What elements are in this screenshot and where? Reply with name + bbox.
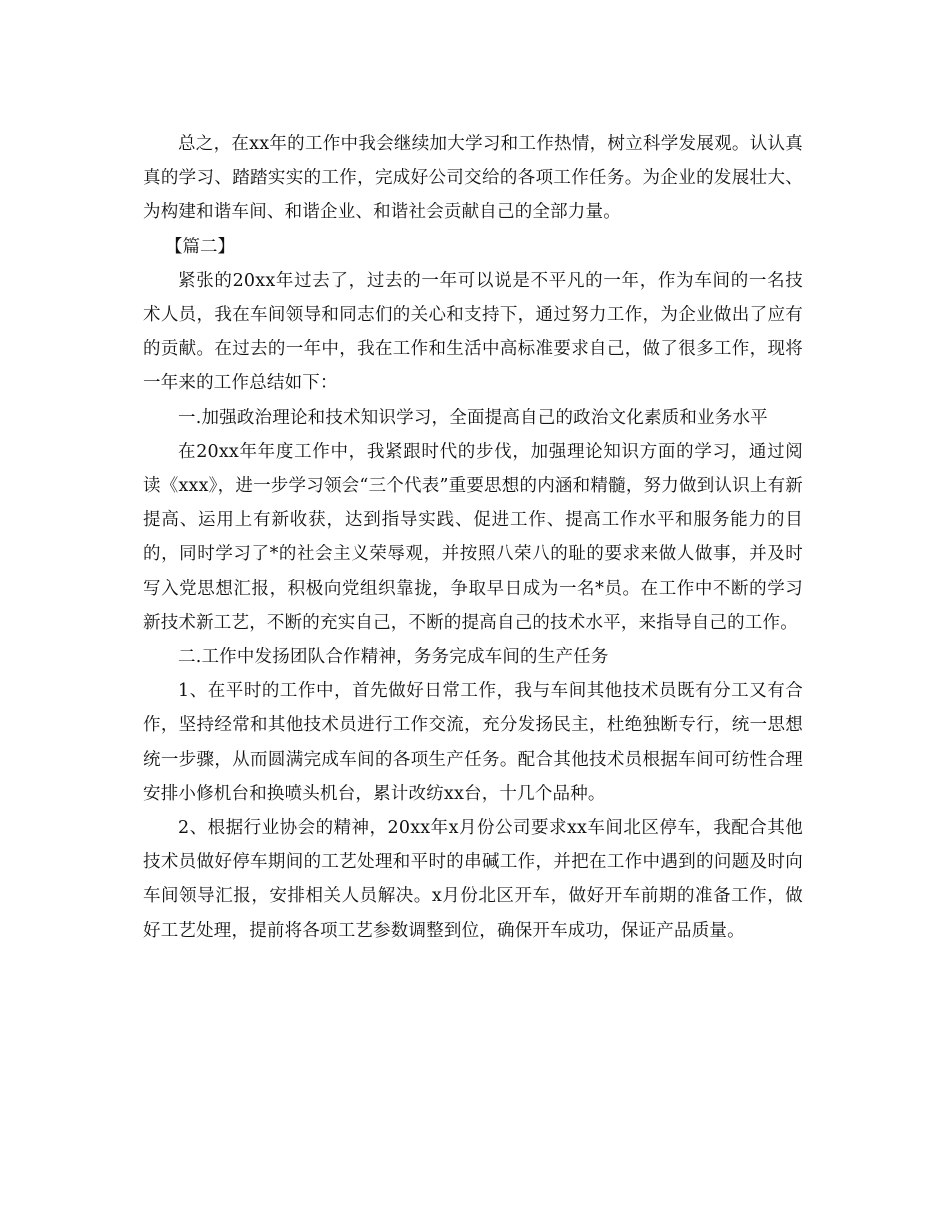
paragraph-shutdown: 2、根据行业协会的精神，20xx年x月份公司要求xx车间北区停车，我配合其他技术员做好停车期间的工艺处理和平时的串碱工作，并把在工作中遇到的问题及时向车间领导汇报，安排相关人员解决。x月份北区开车，做好开车前期的准备工作，做好工艺处理，提前将各项工艺参数调整到位，确保开车成功，保证产品质量。 [143, 818, 803, 941]
paragraph-intro: 紧张的20xx年过去了，过去的一年可以说是不平凡的一年，作为车间的一名技术人员，我在车间领导和同志们的关心和支持下，通过努力工作，为企业做出了应有的贡献。在过去的一年中，我在工作和生活中高标准要求自己，做了很多工作，现将一年来的工作总结如下： [143, 270, 803, 394]
paragraph-study: 在20xx年年度工作中，我紧跟时代的步伐，加强理论知识方面的学习，通过阅读《xxx》，进一步学习领会“三个代表”重要思想的内涵和精髓，努力做到认识上有新提高、运用上有新收获，达到指导实践、促进工作、提高工作水平和服务能力的目的，同时学习了*的社会主义荣辱观，并按照八荣八的耻的要求来做人做事，并及时写入党思想汇报，积极向党组织靠拢，争取早日成为一名*员。在工作中不断的学习新技术新工艺，不断的充实自己，不断的提高自己的技术水平，来指导自己的工作。 [143, 441, 803, 633]
paragraph-teamwork: 1、在平时的工作中，首先做好日常工作，我与车间其他技术员既有分工又有合作，坚持经常和其他技术员进行工作交流，充分发扬民主，杜绝独断专行，统一思想统一步骤，从而圆满完成车间的各项生产任务。配合其他技术员根据车间可纺性合理安排小修机台和换喷头机台，累计改纺xx台，十几个品种。 [143, 681, 803, 804]
section-heading-part-two: 【篇二】 [165, 236, 235, 257]
paragraph-conclusion: 总之，在xx年的工作中我会继续加大学习和工作热情，树立科学发展观。认认真真的学习、踏踏实实的工作，完成好公司交给的各项工作任务。为企业的发展壮大、为构建和谐车间、和谐企业、和谐社会贡献自己的全部力量。 [143, 134, 803, 223]
heading-item-two: 二.工作中发扬团队合作精神，务务完成车间的生产任务 [178, 647, 609, 668]
heading-item-one: 一.加强政治理论和技术知识学习，全面提高自己的政治文化素质和业务水平 [178, 407, 768, 428]
document-body [143, 127, 803, 948]
